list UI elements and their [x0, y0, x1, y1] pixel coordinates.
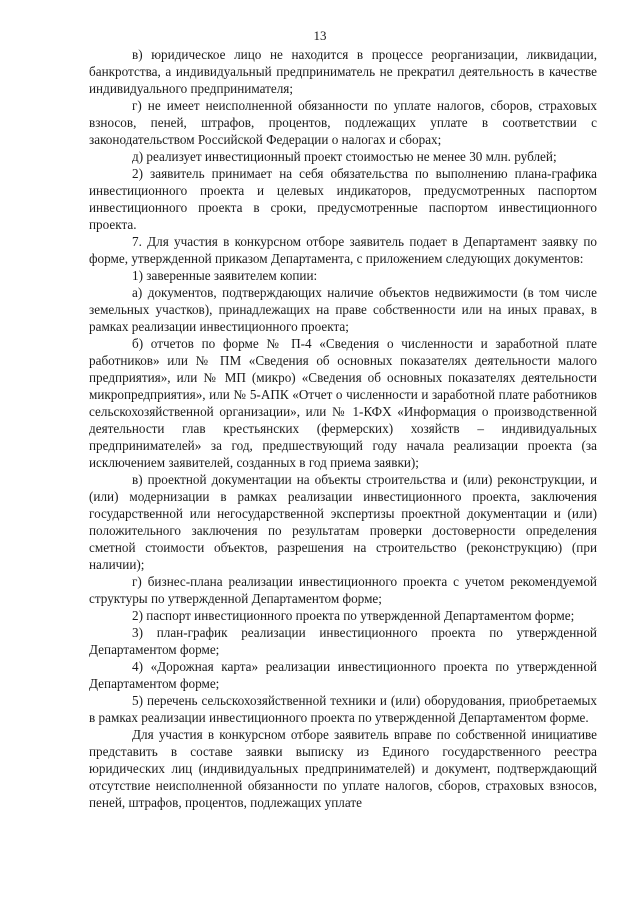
paragraph-d-project-cost: д) реализует инвестиционный проект стоимостью не менее 30 млн. рублей; — [132, 149, 557, 164]
paragraph-v-reorganization: в) юридическое лицо не находится в процессе реорганизации, ликвидации, банкротства, а индивидуальный предприниматель не прекратил деятельность в качестве индивидуального предпринимателя; — [89, 47, 597, 96]
paragraph-a-real-estate: а) документов, подтверждающих наличие объектов недвижимости (в том числе земельных участков), принадлежащих на праве собственности или на иных правах, в рамках реализации инвестиционного проекта; — [89, 285, 597, 334]
paragraph-g-no-tax-debt: г) не имеет неисполненной обязанности по уплате налогов, сборов, страховых взносов, пеней, штрафов, процентов, подлежащих уплате в соответствии с законодательством Российской Федерации о налогах и сборах; — [89, 98, 597, 147]
paragraph-2-passport: 2) паспорт инвестиционного проекта по утвержденной Департаментом форме; — [132, 608, 575, 623]
paragraph-7-application: 7. Для участия в конкурсном отборе заявитель подает в Департамент заявку по форме, утвержденной приказом Департамента, с приложением следующих документов: — [89, 234, 597, 266]
paragraph-4-roadmap: 4) «Дорожная карта» реализации инвестиционного проекта по утвержденной Департаментом форме; — [89, 659, 597, 691]
paragraph-voluntary-extract: Для участия в конкурсном отборе заявитель вправе по собственной инициативе представить в составе заявки выписку из Единого государственного реестра юридических лиц (индивидуальных предпринимателей) и документ, подтверждающий отсутствие неисполненной обязанности по уплате налогов, сборов, страховых взносов, пеней, штрафов, процентов, подлежащих уплате — [89, 727, 597, 810]
paragraph-b-reports: б) отчетов по форме № П-4 «Сведения о численности и заработной плате работников» или № ПМ «Сведения об основных показателях деятельности малого предприятия», или № МП (микро) «Сведения об основных показателях деятельности микропредприятия», или № 5-АПК «Отчет о численности и заработной плате работников сельскохозяйственной организации», или № 1-КФХ «Информация о производственной деятельности глав крестьянских (фермерских) хозяйств – индивидуальных предпринимателей» за год, предшествующий году начала реализации проекта (за исключением заявителей, созданных в год приема заявки); — [89, 336, 597, 470]
page-number: 13 — [313, 28, 327, 43]
paragraph-v-project-docs: в) проектной документации на объекты строительства и (или) реконструкции, и (или) модернизации в рамках реализации инвестиционного проекта, заключения государственной или негосударственной экспертизы проектной документации и (или) положительного заключения по результатам проверки достоверности определения сметной стоимости объектов, разрешения на строительство (реконструкцию) (при наличии); — [89, 472, 597, 572]
paragraph-g-business-plan: г) бизнес-плана реализации инвестиционного проекта с учетом рекомендуемой структуры по утвержденной Департаментом форме; — [89, 574, 597, 606]
document-body — [89, 46, 597, 811]
paragraph-3-schedule: 3) план-график реализации инвестиционного проекта по утвержденной Департаментом форме; — [89, 625, 597, 657]
paragraph-2-obligations: 2) заявитель принимает на себя обязательства по выполнению плана-графика инвестиционного проекта и целевых индикаторов, предусмотренных паспортом инвестиционного проекта в сроки, предусмотренные паспортом инвестиционного проекта. — [89, 166, 597, 232]
paragraph-1-certified-copies: 1) заверенные заявителем копии: — [132, 268, 318, 283]
paragraph-5-equipment-list: 5) перечень сельскохозяйственной техники и (или) оборудования, приобретаемых в рамках реализации инвестиционного проекта по утвержденной Департаментом форме. — [89, 693, 597, 725]
